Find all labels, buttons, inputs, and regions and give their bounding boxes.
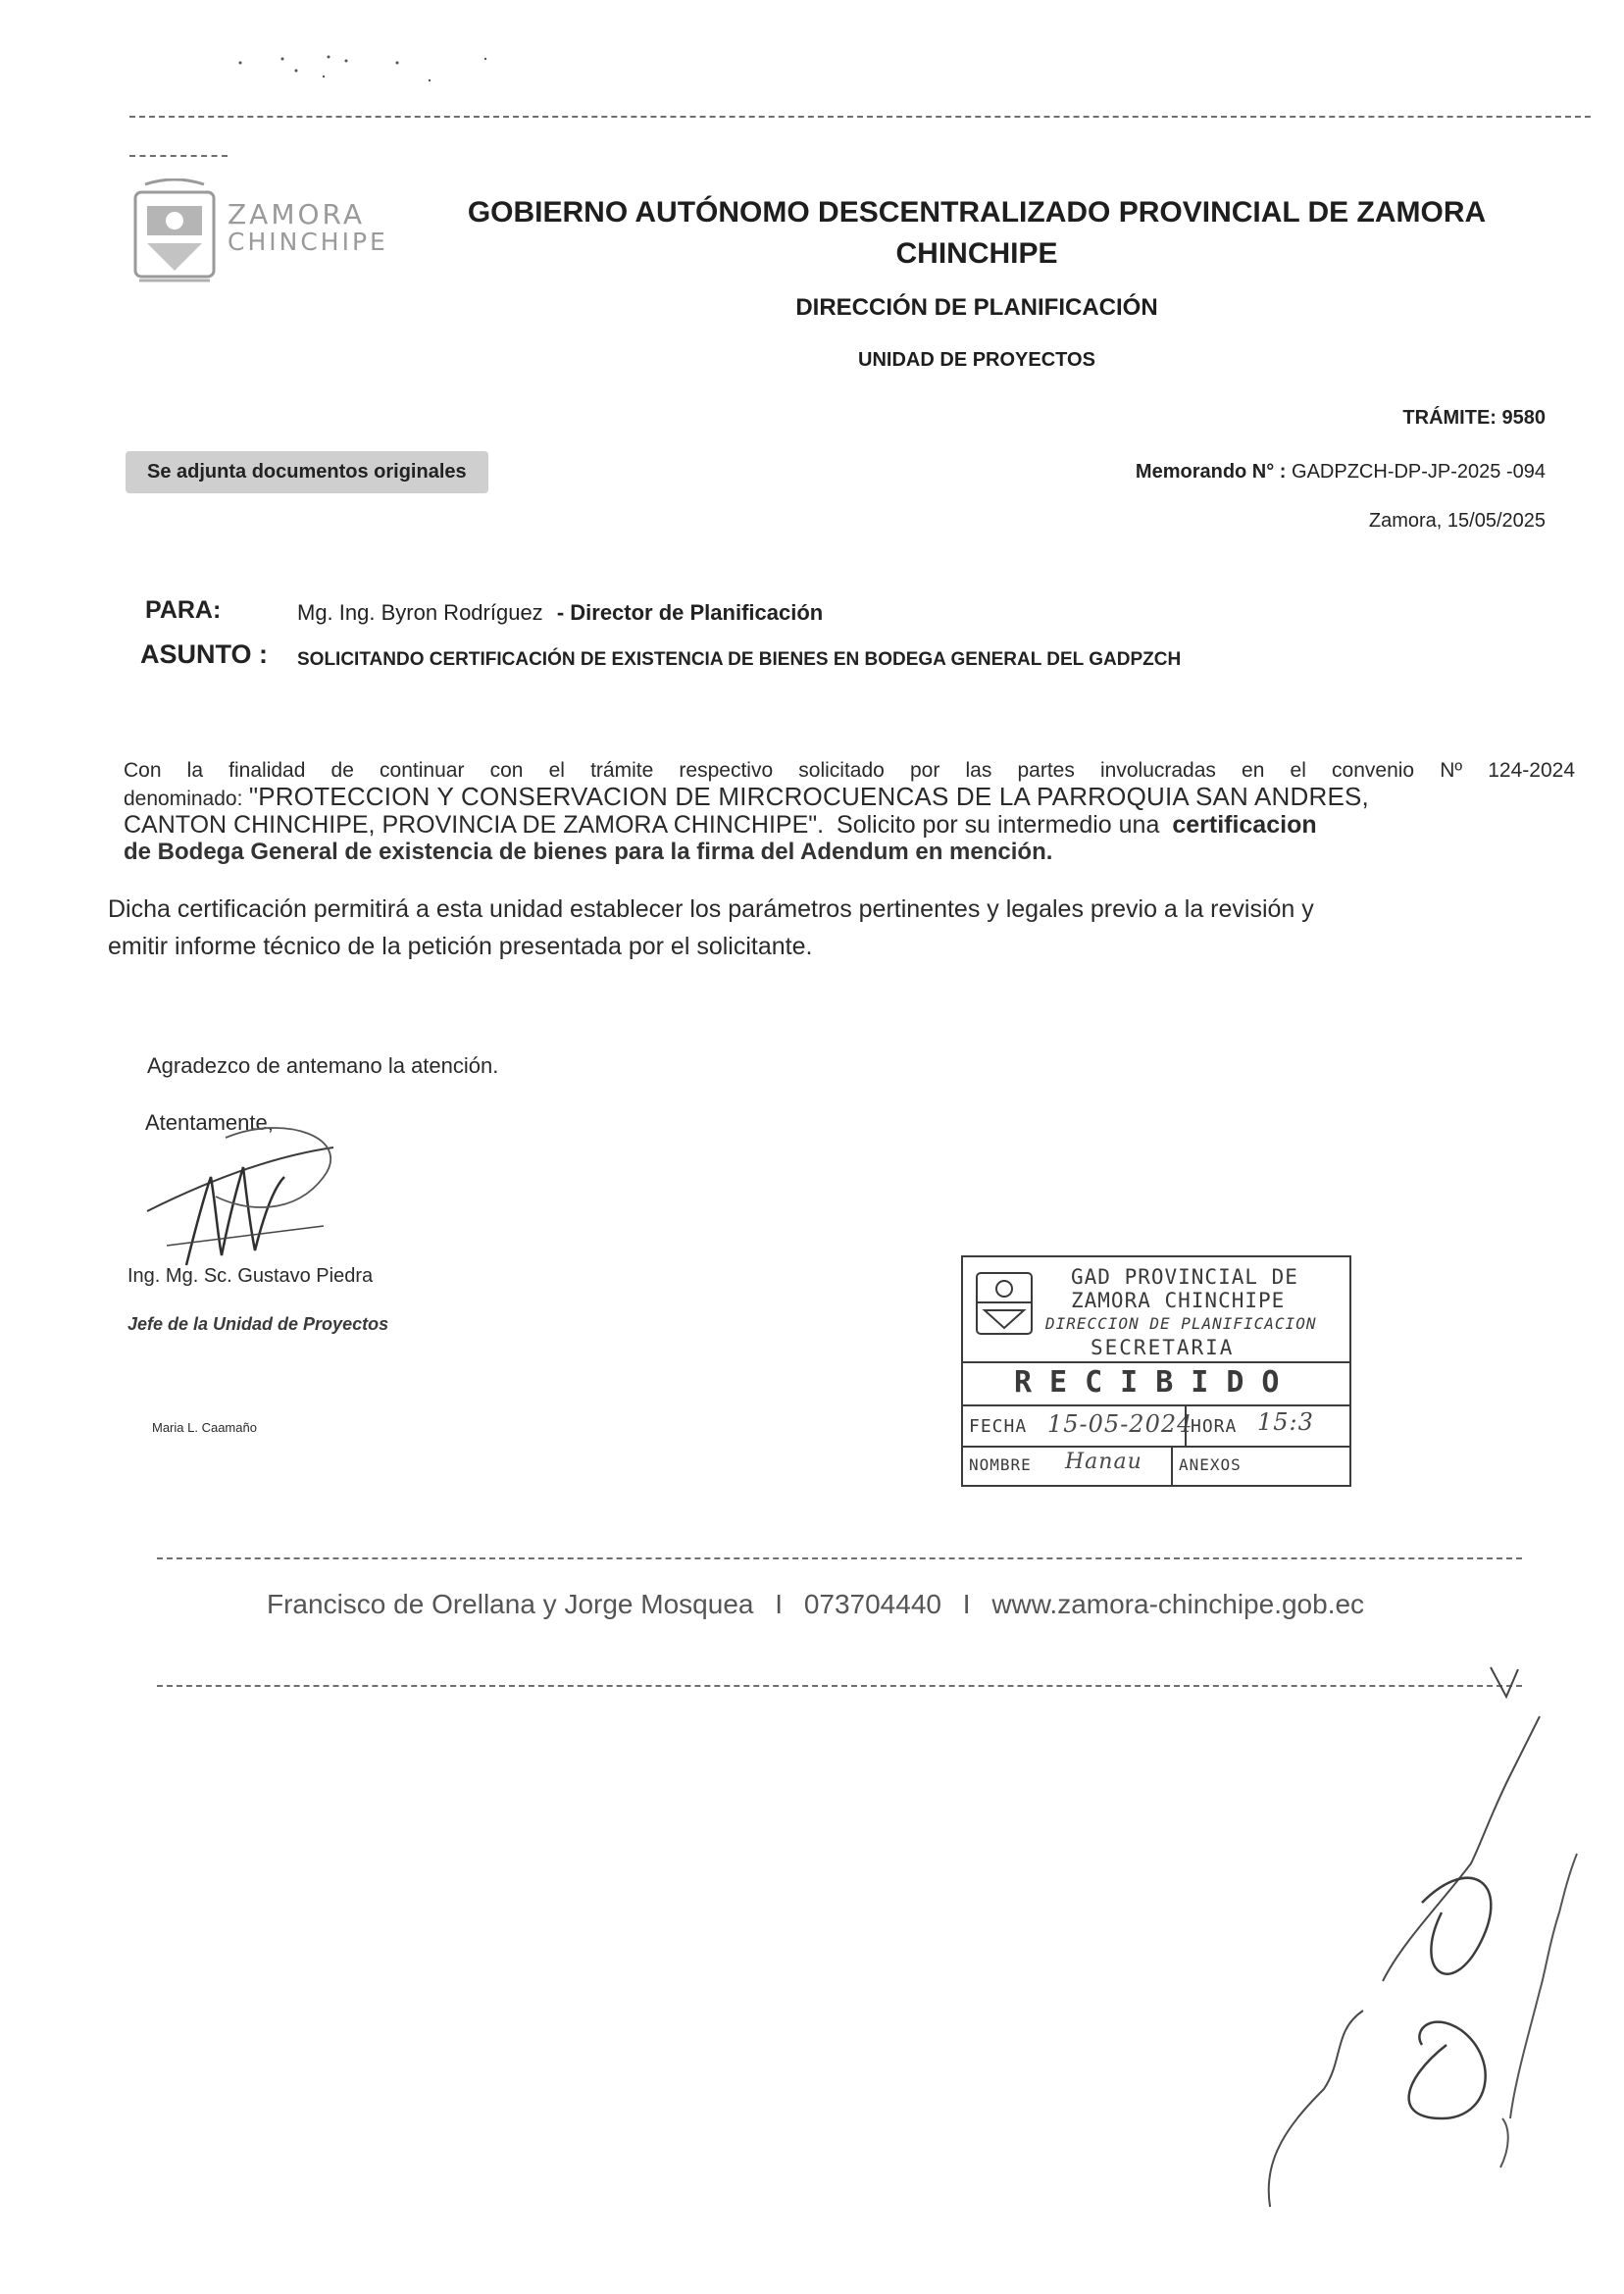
stamp-emblem-icon [971,1267,1038,1340]
institution-title-line1: GOBIERNO AUTÓNOMO DESCENTRALIZADO PROVINCIAL DE ZAMORA [467,196,1487,229]
institution-title-line2: CHINCHIPE [895,237,1058,270]
direction-title: DIRECCIÓN DE PLANIFICACIÓN [795,294,1158,321]
signer-role: Jefe de la Unidad de Proyectos [127,1314,389,1334]
stamp-divider-1 [963,1361,1349,1363]
p1-line3 [124,812,1575,839]
stamp-recibido: RECIBIDO [1014,1365,1297,1400]
logo-line2: CHINCHIPE [228,228,388,256]
top-rule [129,116,1591,118]
footer-website: www.zamora-chinchipe.gob.ec [991,1589,1365,1619]
p1-line3-b: Solicito por su intermedio una [837,811,1160,839]
stamp-nombre-value: Hanau [1065,1450,1142,1474]
p1-line1: Con la finalidad de continuar con el trámite respectivo solicitado por las partes involucradas en el convenio Nº 124-2024 [124,759,1575,782]
margin-handwriting-scribbles [1216,1657,1589,2207]
signature-scribble [127,1118,353,1285]
stamp-line4: SECRETARIA [1091,1336,1235,1359]
institution-title [422,192,1532,275]
stamp-nombre-label: NOMBRE [969,1455,1032,1474]
stamp-line3: DIRECCION DE PLANIFICACION [1045,1314,1317,1333]
typist-initials: Maria L. Caamaño [152,1420,257,1435]
stamp-line1: GAD PROVINCIAL DE [1071,1265,1298,1289]
handwritten-signature [127,1118,353,1285]
signer-name: Ing. Mg. Sc. Gustavo Piedra [127,1265,374,1287]
stamp-divider-2 [963,1404,1349,1406]
stamp-line2: ZAMORA CHINCHIPE [1071,1289,1286,1312]
scan-specks-graphic [235,51,510,90]
margin-handwriting [1216,1657,1589,2207]
p1-line4: de Bodega General de existencia de bienes para la firma del Adendum en mención. [124,839,1053,865]
place-date: Zamora, 15/05/2025 [1368,510,1546,532]
logo-line1: ZAMORA [228,198,366,230]
stamp-hora-label: HORA [1191,1416,1238,1437]
tramite-number: TRÁMITE: 9580 [1402,407,1546,429]
asunto-text: SOLICITANDO CERTIFICACIÓN DE EXISTENCIA DE BIENES EN BODEGA GENERAL DEL GADPZCH [297,649,1182,670]
stamp-divider-3 [963,1446,1349,1448]
para-recipient [297,600,823,626]
asunto-label: ASUNTO : [140,639,269,669]
footer-contact [267,1589,1364,1620]
scan-specks [235,51,510,90]
p1-line3-c: certificacion [1172,811,1317,839]
stamp-fecha-value: 15-05-2024 [1047,1410,1193,1438]
p1-line2 [124,784,1575,812]
body-paragraph-2 [108,894,1579,961]
stamp-divider-v1 [1185,1404,1187,1446]
stamp-hora-value: 15:3 [1257,1408,1314,1436]
thanks-text: Agradezco de antemano la atención. [147,1053,499,1078]
para-name: Mg. Ing. Byron Rodríguez [297,600,543,625]
top-short-rule [129,155,228,157]
p2-line1: Dicha certificación permitirá a esta unidad establecer los parámetros pertinentes y legales previo a la revisión y [108,895,1314,923]
province-logo [126,178,388,291]
p1-project-name: "PROTECCION Y CONSERVACION DE MIRCROCUENCAS DE LA PARROQUIA SAN ANDRES, [248,782,1369,811]
memo-label: Memorando N° : [1135,461,1287,483]
para-role: - Director de Planificación [556,600,824,625]
unit-title: UNIDAD DE PROYECTOS [858,349,1095,371]
footer-separator-1: I [775,1589,784,1619]
attachment-note: Se adjunta documentos originales [126,451,488,493]
footer-address: Francisco de Orellana y Jorge Mosquea [267,1589,754,1619]
p1-prefix: denominado: [124,788,243,810]
stamp-fecha-label: FECHA [969,1416,1028,1437]
stamp-divider-v2 [1171,1446,1173,1485]
memo-value: GADPZCH-DP-JP-2025 -094 [1292,461,1546,483]
p1-line3-a: CANTON CHINCHIPE, PROVINCIA DE ZAMORA CHINCHIPE". [124,811,825,839]
closing-text: Atentamente, [145,1110,274,1135]
footer-top-rule [157,1557,1522,1559]
body-paragraph-1 [124,757,1575,865]
footer-phone: 073704440 [803,1589,941,1619]
footer-separator-2: I [962,1589,971,1619]
para-label: PARA: [145,596,222,624]
memo-reference [1136,461,1546,484]
reception-stamp [961,1255,1351,1487]
stamp-anexos-label: ANEXOS [1179,1455,1242,1474]
p2-line2: emitir informe técnico de la petición presentada por el solicitante. [108,933,813,960]
coat-of-arms-icon [126,178,224,288]
